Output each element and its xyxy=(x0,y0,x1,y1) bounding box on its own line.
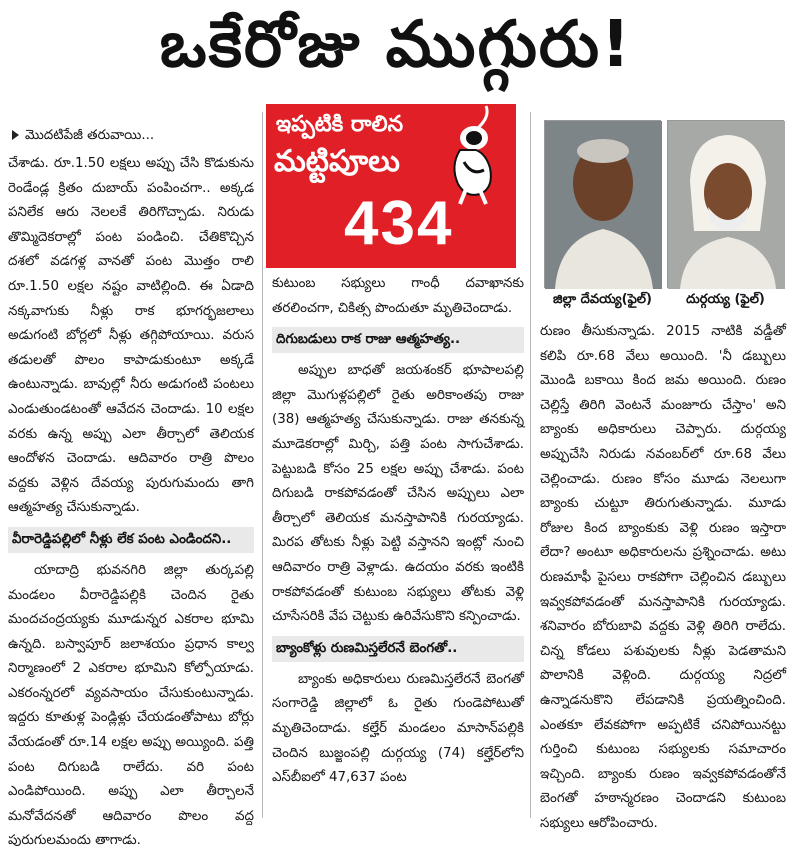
article-paragraph: బ్యాంకు అధికారులు రుణమిస్తలేరనే బెంగతో సంగారెడ్డి జిల్లాలో ఓ రైతు గుండెపోటుతో మృతిచెందాడు. కల్హేర్ మండలం మాసాన్‌పల్లికి చెందిన బుజ్జంపల్లి దుర్గయ్య (74) కల్హేర్‌లోని ఎస్‌బీఐలో 47,637 పంట xyxy=(272,671,524,786)
photo-durgaiah xyxy=(667,120,784,288)
graphic-line-1: ఇప్పటికి రాలిన xyxy=(276,112,404,137)
graphic-number: 434 xyxy=(344,189,454,258)
column-divider xyxy=(262,112,263,818)
article-paragraph: యాదాద్రి భువనగిరి జిల్లా తుర్కపల్లి మండలం వీరారెడ్డిపల్లికి చెందిన రైతు మందచంద్రయ్యకు మూడున్నర ఎకరాల భూమి ఉన్నది. బస్వాపూర్ జలాశయం ప్రధాన కాల్వ నిర్మాణంలో 2 ఎకరాల భూమిని కోల్పోయాడు. ఎకరంన్నరలో వ్యవసాయం చేసుకుంటున్నాడు. ఇద్దరు కూతుళ్ల పెండ్లిళ్లు చేయడంతోపాటు బోర్లు వేయడంతో రూ.14 లక్షల అప్పు అయ్యింది. పత్తి పంట దిగుబడి రాలేదు. వరి పంట ఎండిపోయింది. అప్పు ఎలా తీర్చాలనే మనోవేదనతో ఆదివారం పొలం వద్ద పురుగులమందు తాగాడు. xyxy=(8,562,254,849)
column-divider xyxy=(530,112,531,818)
column-1 xyxy=(8,124,254,854)
kicker-text: మొదటిపేజీ తరువాయి... xyxy=(25,128,155,143)
section-subheading: దిగుబడులు రాక రాజు ఆత్మహత్య.. xyxy=(272,327,524,353)
arrow-right-icon xyxy=(12,130,19,140)
article-paragraph: చేశాడు. రూ.1.50 లక్షలు అప్పు చేసి కొడుకును రెండేండ్ల క్రితం దుబాయ్ పంపించగా.. అక్కడ పనిలేక ఆరు నెలలకే తిరిగొచ్చాడు. నిరుడు తొమ్మిదెకరాల్లో పంట పండించి. చేతికొచ్చిన దశలో వడగళ్ల వానతో పంట మొత్తం రాలి రూ.1.50 లక్షల నష్టం వాటిల్లింది. ఈ ఏడాది నక్కవాగుకు నీళ్లు రాక భూగర్భజలాలు అడుగంటి బోర్లలో నీళ్లు తగ్గిపోయాయి. వరుస తడులతో పొలం కాపాడుకుంటూ అక్కడే ఉంటున్నాడు. బావుల్లో నీరు అడుగంటి పంటలు ఎండుతుండటంతో ఆవేదన చెందాడు. 10 లక్షల వరకు ఉన్న అప్పు ఎలా తీర్చాలో తెలియక ఆందోళన చెందాడు. ఆదివారం రాత్రి పొలం వద్దకు వెళ్లిన దేవయ్య పురుగుమందు తాగి ఆత్మహత్య చేసుకున్నాడు. xyxy=(8,156,254,516)
column-2 xyxy=(272,272,524,791)
continued-from-front-page xyxy=(8,124,254,148)
column-3 xyxy=(540,320,786,836)
person-photo-icon xyxy=(668,121,785,289)
graphic-line-2: మట్టిపూలు xyxy=(274,144,400,179)
section-subheading: వీరారెడ్డిపల్లిలో నీళ్లు లేక పంట ఎండిందని.. xyxy=(8,527,254,553)
statistic-graphic xyxy=(266,104,516,268)
article-paragraph: రుణం తీసుకున్నాడు. 2015 నాటికి వడ్డీతో కలిపి రూ.68 వేలు అయింది. 'నీ డబ్బులు మొండి బకాయి కింద జమ అయింది. రుణం చెల్లిస్తే తిరిగి వెంటనే మంజూరు చేస్తాం' అని బ్యాంకు అధికారులు చెప్పారు. దుర్గయ్య అప్పుచేసి నిరుడు నవంబర్‌లో రూ.68 వేలు చెల్లించాడు. రుణం కోసం మూడు నెలలుగా బ్యాంకు చుట్టూ తిరుగుతున్నాడు. మూడు రోజుల కింద బ్యాంకుకు వెళ్లి రుణం ఇస్తారా లేదా? అంటూ అధికారులను ప్రశ్నించాడు. అటు రుణమాఫీ పైసలు రాకపోగా చెల్లించిన డబ్బులు ఇవ్వకపోవడంతో మనస్తాపానికి గురయ్యాడు. శనివారం బోరుబావి వద్దకు వెళ్లి తిరిగి రాలేదు. చిన్న కోడలు పశువులకు నీళ్లు పెడతామని పొలానికి వెళ్లింది. దుర్గయ్య నిద్రలో ఉన్నాడనుకొని లేపడానికి ప్రయత్నించింది. ఎంతకూ లేవకపోగా అప్పటికే చనిపోయినట్టు గుర్తించి కుటుంబ సభ్యులకు సమాచారం ఇచ్చింది. బ్యాంకు రుణం ఇవ్వకపోవడంతోనే బెంగతో హఠాన్మరణం చెందాడని కుటుంబ సభ్యులు ఆరోపించారు. xyxy=(540,324,786,831)
hanging-figure-icon xyxy=(430,106,512,206)
article-paragraph: కుటుంబ సభ్యులు గాంధీ దవాఖానకు తరలించగా, చికిత్స పొందుతూ మృతిచెందాడు. xyxy=(272,276,524,316)
headline: ఒకేరోజు ముగ్గురు! xyxy=(159,7,633,82)
person-photo-icon xyxy=(545,121,662,289)
section-subheading: బ్యాంకోళ్లు రుణమిస్తలేరనే బెంగతో.. xyxy=(272,636,524,662)
photo-devaiah xyxy=(544,120,661,288)
article-paragraph: అప్పుల బాధతో జయశంకర్ భూపాలపల్లి జిల్లా మొగుళ్లపల్లిలో రైతు అరికాంతపు రాజు (38) ఆత్మహత్య చేసుకున్నాడు. రాజు తనకున్న మూడెకరాల్లో మిర్చి, పత్తి పంట సాగుచేశాడు. పెట్టుబడి కోసం 25 లక్షల అప్పు చేశాడు. పంట దిగుబడి రాకపోవడంతో చేసిన అప్పులు ఎలా తీర్చాలో తెలియక మనస్తాపానికి గురయ్యాడు. మిరప తోటకు నీళ్లు పెట్టి వస్తానని ఇంట్లో నుంచి ఆదివారం రాత్రి వెళ్లాడు. ఉదయం వరకు ఇంటికి రాకపోవడంతో కుటుంబ సభ్యులు తోటకు వెళ్లి చూసేసరికి వేప చెట్టుకు ఉరివేసుకొని కన్పించాడు. xyxy=(272,363,524,625)
photo-caption: దుర్గయ్య (ఫైల్) xyxy=(686,292,765,307)
photo-caption: జిల్లా దేవయ్య(ఫైల్) xyxy=(553,292,652,307)
